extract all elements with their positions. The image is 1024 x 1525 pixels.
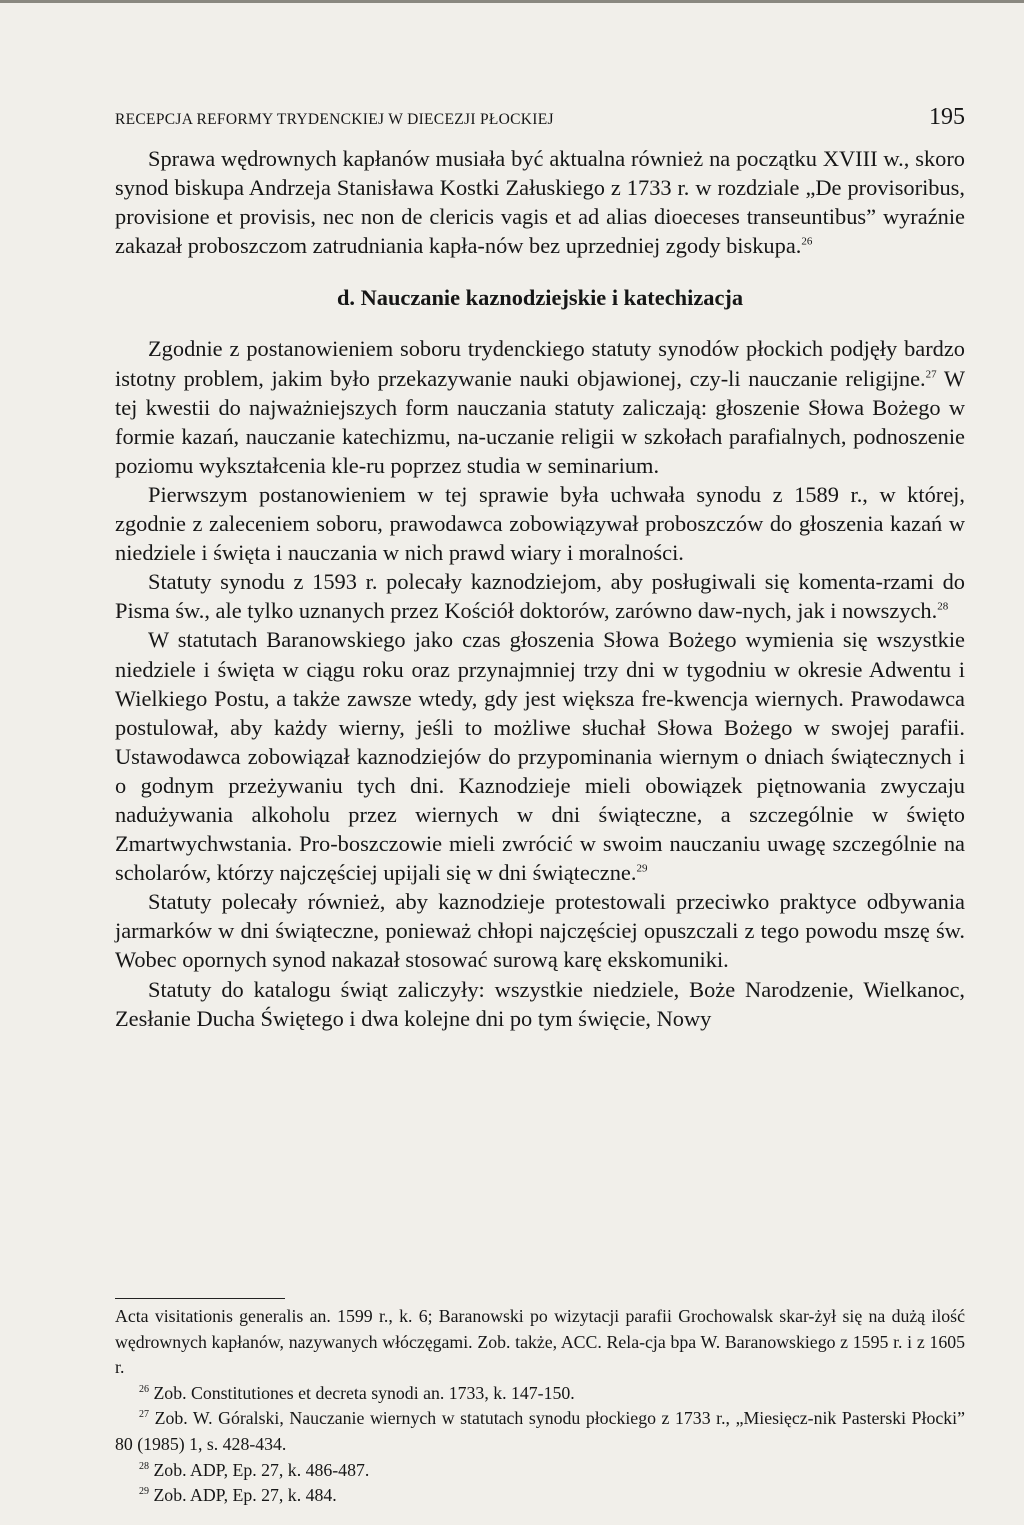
main-text	[115, 144, 965, 1033]
footnote-26	[115, 1381, 965, 1407]
paragraph-3: Pierwszym postanowieniem w tej sprawie była uchwała synodu z 1589 r., w której, zgodnie z zaleceniem soboru, prawodawca zobowiązywał proboszczów do głoszenia kazań w niedziele i święta i nauczania w nich prawd wiary i moralności.	[115, 481, 965, 566]
footnote-continuation: Acta visitationis generalis an. 1599 r., k. 6; Baranowski po wizytacji parafii Grochowalsk skar-żył się na dużą ilość wędrownych kapłanów, nazywanych włóczęgami. Zob. także, ACC. Rela-cja bpa W. Baranowskiego z 1595 r. i z 1605 r.	[115, 1306, 965, 1378]
footnote-ref-27: 27	[925, 368, 937, 381]
footnote-ref-29: 29	[636, 862, 648, 875]
paragraph-text-cont: W tej kwestii do najważniejszych form nauczania statuty zaliczają: głoszenie Słowa Bożego w formie kazań, nauczanie katechizmu, na-uczanie religii w szkołach parafialnych, podnoszenie poziomu wykształcenia kle-ru poprzez studia w seminarium.	[115, 365, 965, 478]
footnote-rule	[115, 1298, 285, 1299]
running-head: RECEPCJA REFORMY TRYDENCKIEJ W DIECEZJI PŁOCKIEJ	[115, 111, 554, 128]
footnote-text: Zob. W. Góralski, Nauczanie wiernych w statutach synodu płockiego z 1733 r., „Miesięcz-nik Pasterski Płocki” 80 (1985) 1, s. 428-434.	[115, 1408, 965, 1454]
paragraph-text: Statuty synodu z 1593 r. polecały kaznodziejom, aby posługiwali się komenta-rzami do Pisma św., ale tylko uznanych przez Kościół doktorów, zarówno daw-nych, jak i nowszych.	[115, 569, 965, 624]
paragraph-text: W statutach Baranowskiego jako czas głoszenia Słowa Bożego wymienia się wszystkie niedziele i święta w ciągu roku oraz przynajmniej trzy dni w tygodniu w okresie Adwentu i Wielkiego Postu, a także zawsze wtedy, gdy jest większa fre-kwencja wiernych. Prawodawca postulował, aby każdy wierny, jeśli to możliwe słuchał Słowa Bożego w swojej parafii. Ustawodawca zobowiązał kaznodziejów do przypominania wiernym o dniach świątecznych i o godnym przeżywaniu tych dni. Kaznodzieje mieli obowiązek piętnowania zwyczaju nadużywania alkoholu przez wiernych w dni świąteczne, a szczególnie w święto Zmartwychwstania. Pro-boszczowie mieli zwrócić w swoim nauczaniu uwagę szczególnie na scholarów, którzy najczęściej upijali się w dni świąteczne.	[115, 627, 965, 886]
footnote-27	[115, 1406, 965, 1457]
paragraph-1	[115, 144, 965, 260]
footnote-ref-26: 26	[801, 235, 813, 248]
paragraph-5	[115, 625, 965, 887]
footnote-text: Zob. Constitutiones et decreta synodi an. 1733, k. 147-150.	[149, 1382, 575, 1403]
footnote-text: Zob. ADP, Ep. 27, k. 486-487.	[149, 1459, 370, 1480]
footnote-text: Zob. ADP, Ep. 27, k. 484.	[149, 1485, 337, 1506]
section-heading: d. Nauczanie kaznodziejskie i katechizacja	[336, 285, 744, 311]
page-top-edge	[0, 0, 1024, 3]
footnote-number: 28	[139, 1460, 149, 1472]
footnote-ref-28: 28	[937, 600, 949, 613]
footnote-number: 26	[139, 1383, 149, 1395]
paragraph-4	[115, 567, 965, 625]
page-number: 195	[929, 104, 965, 130]
paragraph-7: Statuty do katalogu świąt zaliczyły: wszystkie niedziele, Boże Narodzenie, Wielkanoc, Zesłanie Ducha Świętego i dwa kolejne dni po tym święcie, Nowy	[115, 976, 965, 1031]
footnote-29	[115, 1483, 965, 1509]
paragraph-2	[115, 334, 965, 479]
footnote-28	[115, 1458, 965, 1484]
paragraph-6: Statuty polecały również, aby kaznodzieje protestowali przeciwko praktyce odbywania jarmarków w dni świąteczne, ponieważ chłopi najczęściej opuszczali z tego powodu mszę św. Wobec opornych synod nakazał stosować surową karę ekskomuniki.	[115, 889, 965, 973]
footnotes	[115, 1304, 965, 1509]
page-header	[115, 100, 965, 131]
footnote-number: 29	[139, 1486, 149, 1498]
paragraph-text: Sprawa wędrownych kapłanów musiała być aktualna również na początku XVIII w., skoro synod biskupa Andrzeja Stanisława Kostki Załuskiego z 1733 r. w rozdziale „De provisoribus, provisione et provisis, nec non de clericis vagis et ad alias dioeceses transeuntibus” wyraźnie zakazał proboszczom zatrudniania kapła-nów bez uprzedniej zgody biskupa.	[115, 146, 965, 259]
footnote-number: 27	[139, 1409, 149, 1421]
paragraph-text: Zgodnie z postanowieniem soboru trydenckiego statuty synodów płockich podjęły bardzo istotny problem, jakim było przekazywanie nauki objawionej, czy-li nauczanie religijne.	[115, 336, 965, 391]
